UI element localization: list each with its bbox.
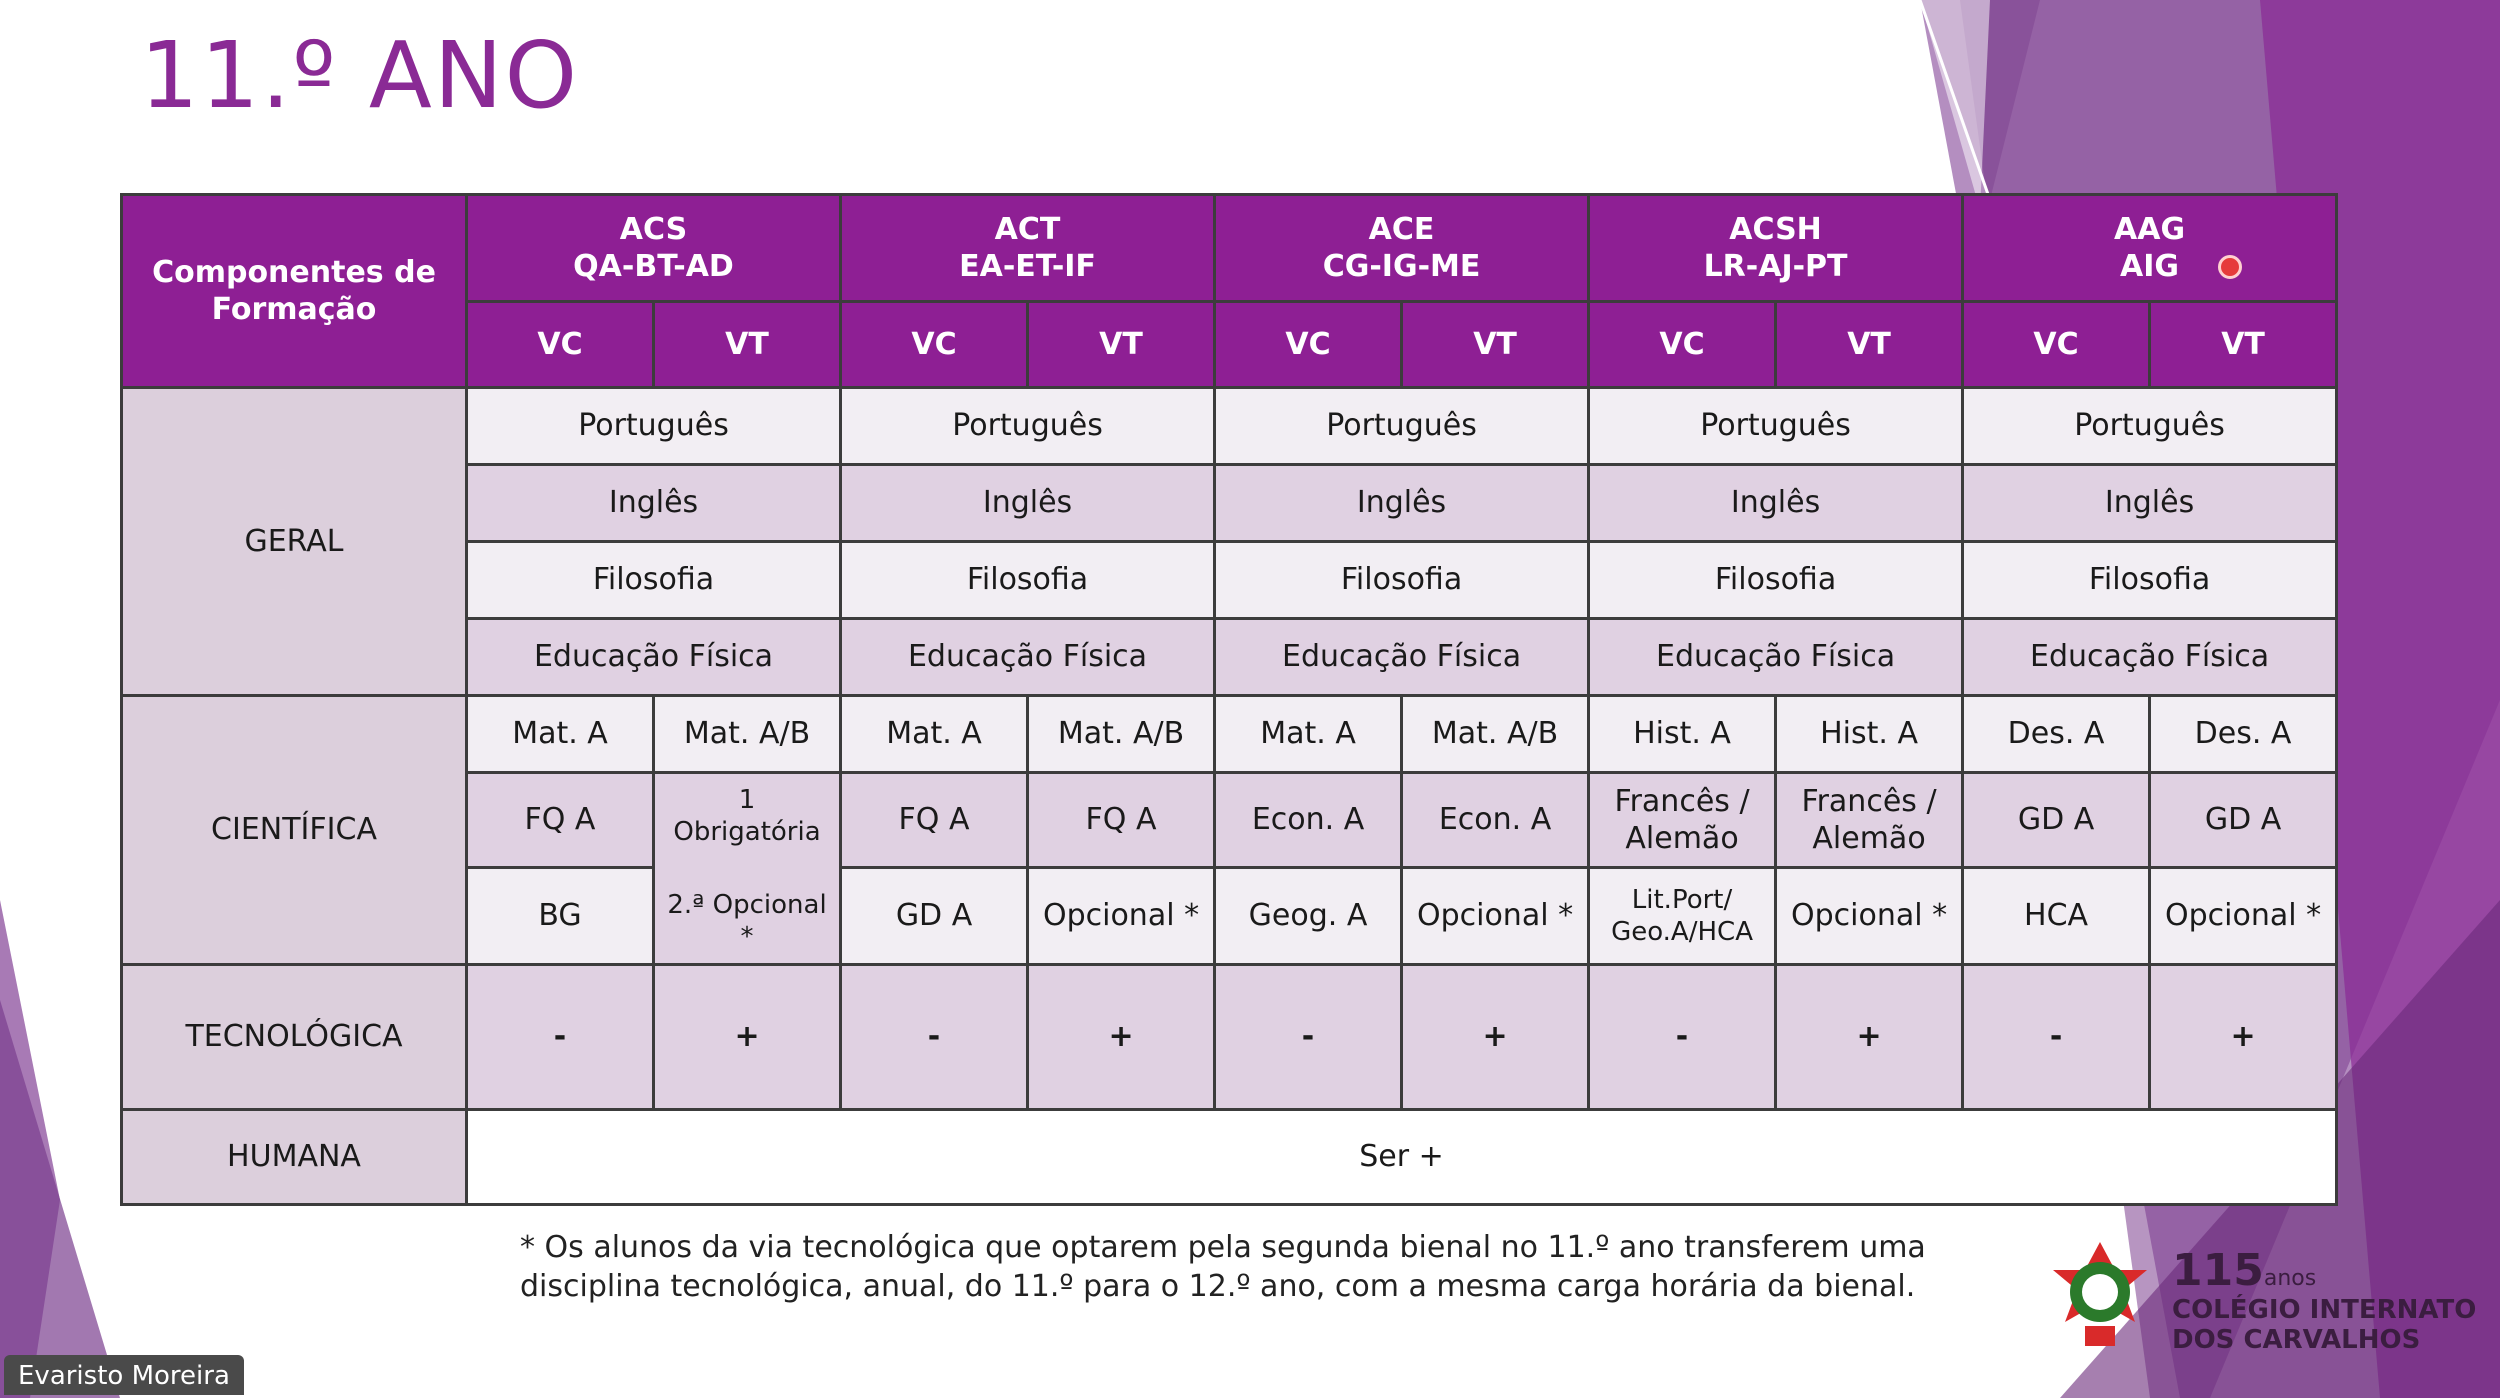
- cientifica-cell: Des. A: [1963, 696, 2150, 773]
- cientifica-cell: Mat. A/B: [654, 696, 841, 773]
- footnote: * Os alunos da via tecnológica que optarem pela segunda bienal no 11.º ano transferem uma disciplina tecnológica, anual, do 11.º para o 12.º ano, com a mesma carga horária da bienal.: [520, 1230, 1926, 1304]
- minus-symbol: -: [1963, 965, 2150, 1110]
- slide-title: 11.º ANO: [140, 22, 580, 129]
- plus-symbol: +: [1028, 965, 1215, 1110]
- cientifica-cell-optional: 1 Obrigatória 2.ª Opcional *: [654, 773, 841, 965]
- geral-cell: Português: [1963, 388, 2337, 465]
- geral-cell: Inglês: [1963, 465, 2337, 542]
- vt-header: VT: [1402, 302, 1589, 388]
- vc-header: VC: [1963, 302, 2150, 388]
- curriculum-table: [120, 193, 2338, 1206]
- geral-cell: Educação Física: [1215, 619, 1589, 696]
- cientifica-cell: Hist. A: [1589, 696, 1776, 773]
- vt-header: VT: [1028, 302, 1215, 388]
- cientifica-cell: Mat. A: [1215, 696, 1402, 773]
- cientifica-cell: Des. A: [2150, 696, 2337, 773]
- minus-symbol: -: [1215, 965, 1402, 1110]
- cientifica-cell: Hist. A: [1776, 696, 1963, 773]
- geral-cell: Filosofia: [1215, 542, 1589, 619]
- cientifica-cell: Mat. A/B: [1402, 696, 1589, 773]
- vt-header: VT: [654, 302, 841, 388]
- humana-label: HUMANA: [122, 1110, 467, 1205]
- vc-header: VC: [1589, 302, 1776, 388]
- course-header-acsh: ACSH LR-AJ-PT: [1589, 195, 1963, 302]
- cientifica-cell: Opcional *: [1028, 868, 1215, 965]
- school-logo-text: 115anos COLÉGIO INTERNATO DOS CARVALHOS: [2172, 1245, 2477, 1355]
- vc-header: VC: [467, 302, 654, 388]
- pointer-cursor: [2218, 255, 2242, 279]
- tecnologica-label: TECNOLÓGICA: [122, 965, 467, 1110]
- cientifica-cell: Opcional *: [1776, 868, 1963, 965]
- cientifica-cell: Mat. A/B: [1028, 696, 1215, 773]
- geral-cell: Inglês: [467, 465, 841, 542]
- geral-cell: Inglês: [1215, 465, 1589, 542]
- participant-name-tag: Evaristo Moreira: [4, 1355, 244, 1395]
- cientifica-cell: Francês / Alemão: [1589, 773, 1776, 868]
- cientifica-cell: Econ. A: [1402, 773, 1589, 868]
- school-crest-logo: [2045, 1240, 2155, 1350]
- geral-cell: Filosofia: [1589, 542, 1963, 619]
- geral-cell: Inglês: [841, 465, 1215, 542]
- humana-cell: Ser +: [467, 1110, 2337, 1205]
- cientifica-cell: Mat. A: [841, 696, 1028, 773]
- course-header-ace: ACE CG-IG-ME: [1215, 195, 1589, 302]
- vc-header: VC: [841, 302, 1028, 388]
- geral-cell: Português: [1589, 388, 1963, 465]
- cientifica-cell: BG: [467, 868, 654, 965]
- geral-cell: Educação Física: [1589, 619, 1963, 696]
- cientifica-cell: GD A: [2150, 773, 2337, 868]
- cientifica-cell: Lit.Port/ Geo.A/HCA: [1589, 868, 1776, 965]
- cientifica-cell: FQ A: [1028, 773, 1215, 868]
- geral-cell: Filosofia: [841, 542, 1215, 619]
- minus-symbol: -: [841, 965, 1028, 1110]
- geral-cell: Filosofia: [467, 542, 841, 619]
- course-header-acs: ACS QA-BT-AD: [467, 195, 841, 302]
- geral-cell: Educação Física: [841, 619, 1215, 696]
- vt-header: VT: [1776, 302, 1963, 388]
- plus-symbol: +: [1402, 965, 1589, 1110]
- vc-header: VC: [1215, 302, 1402, 388]
- geral-cell: Educação Física: [467, 619, 841, 696]
- vt-header: VT: [2150, 302, 2337, 388]
- geral-cell: Português: [467, 388, 841, 465]
- minus-symbol: -: [467, 965, 654, 1110]
- plus-symbol: +: [2150, 965, 2337, 1110]
- plus-symbol: +: [1776, 965, 1963, 1110]
- geral-cell: Inglês: [1589, 465, 1963, 542]
- geral-cell: Filosofia: [1963, 542, 2337, 619]
- cientifica-cell: Opcional *: [2150, 868, 2337, 965]
- cientifica-cell: GD A: [1963, 773, 2150, 868]
- corner-header: Componentes de Formação: [122, 195, 467, 388]
- cientifica-cell: FQ A: [467, 773, 654, 868]
- minus-symbol: -: [1589, 965, 1776, 1110]
- course-header-act: ACT EA-ET-IF: [841, 195, 1215, 302]
- geral-cell: Português: [1215, 388, 1589, 465]
- plus-symbol: +: [654, 965, 841, 1110]
- course-header-aag: AAG AIG: [1963, 195, 2337, 302]
- cientifica-cell: GD A: [841, 868, 1028, 965]
- cientifica-cell: FQ A: [841, 773, 1028, 868]
- cientifica-cell: Francês / Alemão: [1776, 773, 1963, 868]
- cientifica-cell: Econ. A: [1215, 773, 1402, 868]
- geral-cell: Português: [841, 388, 1215, 465]
- cientifica-label: CIENTÍFICA: [122, 696, 467, 965]
- cientifica-cell: Mat. A: [467, 696, 654, 773]
- geral-cell: Educação Física: [1963, 619, 2337, 696]
- cientifica-cell: Opcional *: [1402, 868, 1589, 965]
- cientifica-cell: HCA: [1963, 868, 2150, 965]
- cientifica-cell: Geog. A: [1215, 868, 1402, 965]
- geral-label: GERAL: [122, 388, 467, 696]
